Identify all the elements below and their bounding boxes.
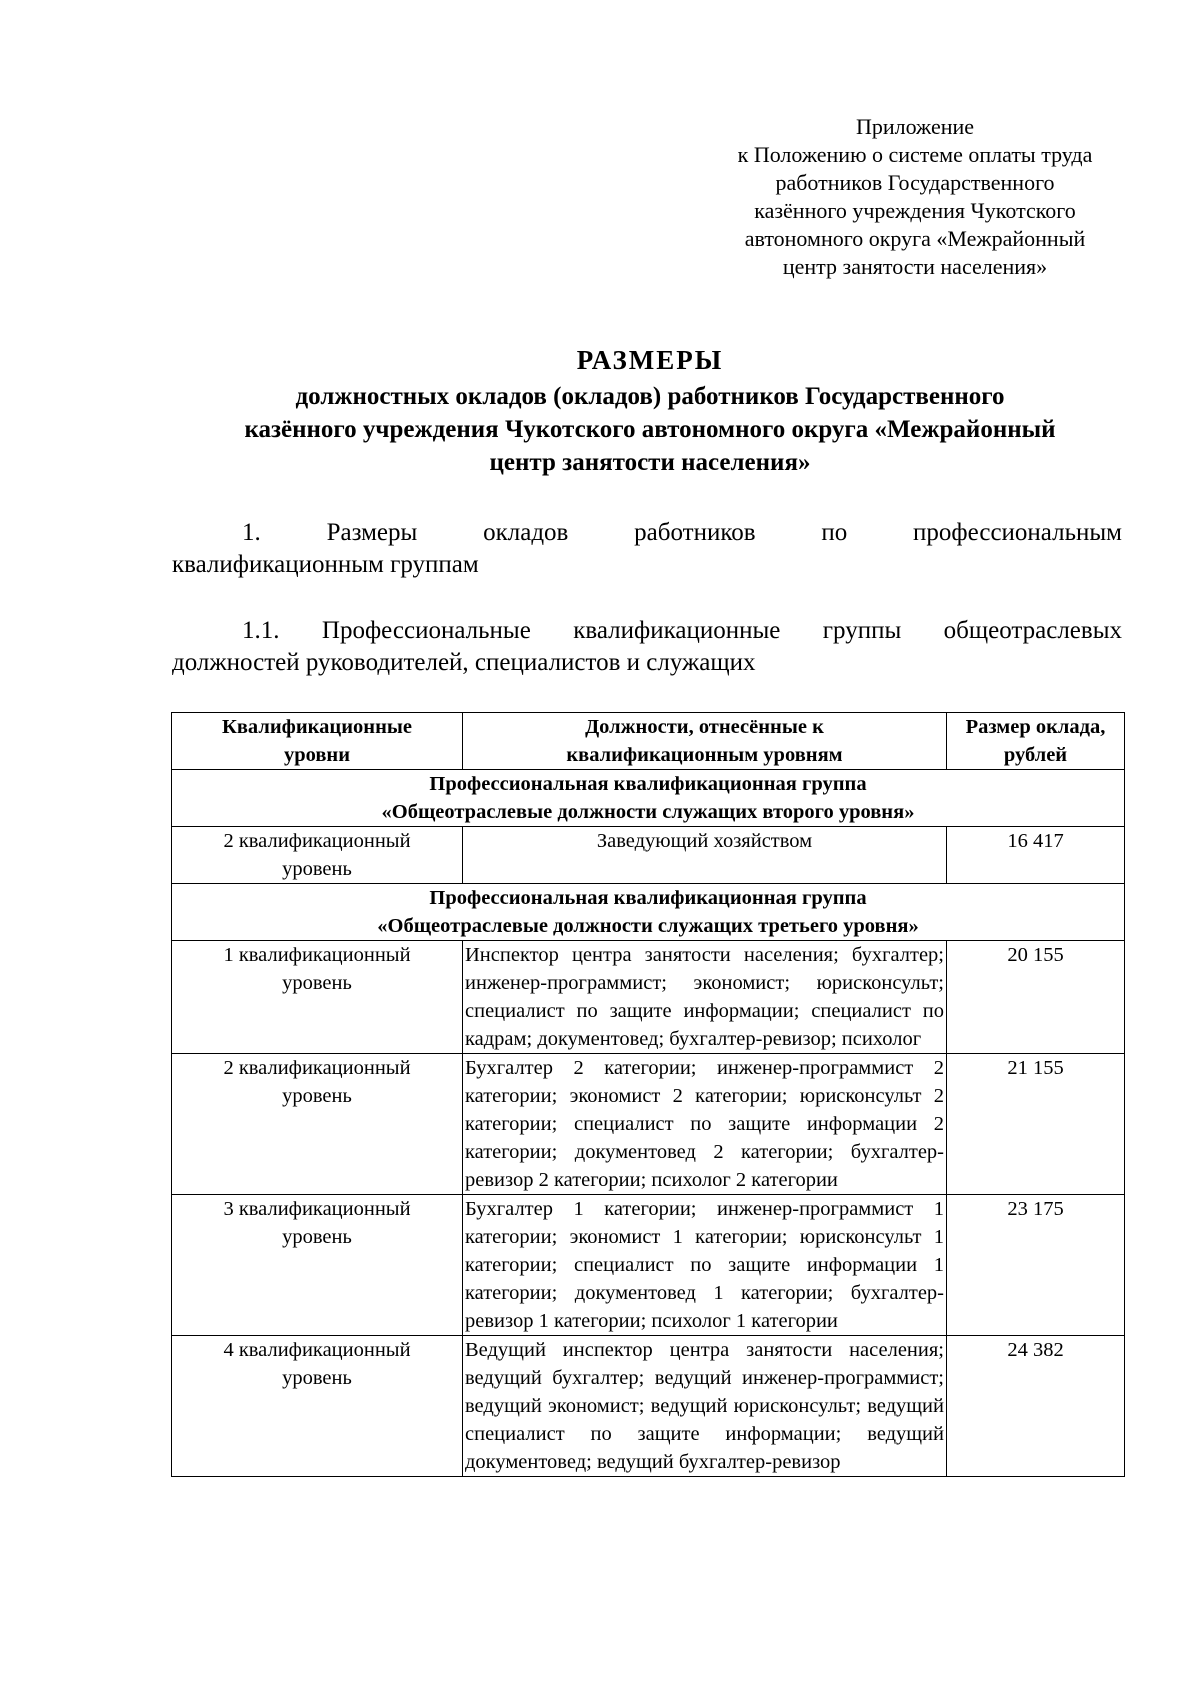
section-1-line-1: 1. Размеры окладов работников по профессиональным <box>242 519 1122 546</box>
group-title-line: «Общеотраслевые должности служащих третьего уровня» <box>377 915 919 937</box>
qualification-level <box>172 941 463 1054</box>
section-1-1-line-1: 1.1. Профессиональные квалификационные группы общеотраслевых <box>242 617 1122 644</box>
header-text: Размер оклада, <box>965 716 1106 738</box>
positions-cell: Заведующий хозяйством <box>463 827 947 884</box>
header-text: рублей <box>1003 744 1068 766</box>
title-main: РАЗМЕРЫ <box>576 345 724 375</box>
positions-cell: Бухгалтер 1 категории; инженер-программист 1 категории; экономист 1 категории; юрисконсульт 1 категории; специалист по защите информации 1 категории; документовед 1 категории; бухгалтер-ревизор 1 категории; психолог 1 категории <box>463 1195 947 1336</box>
group-title-line: Профессиональная квалификационная группа <box>429 887 867 909</box>
appendix-line: работников Государственного <box>775 170 1055 195</box>
table-row <box>172 827 1125 884</box>
qualification-level <box>172 1336 463 1477</box>
section-1-line-2: квалификационным группам <box>172 551 479 578</box>
title-sub-line: должностных окладов (окладов) работников Государственного <box>295 383 1005 410</box>
level-text: 4 квалификационный <box>223 1339 411 1361</box>
level-text: 2 квалификационный <box>223 1057 411 1079</box>
group-row <box>172 884 1125 941</box>
salary-cell: 24 382 <box>947 1336 1125 1477</box>
level-text: уровень <box>282 1367 352 1389</box>
appendix-note <box>705 113 1125 281</box>
group-title <box>172 884 1125 941</box>
salary-cell: 16 417 <box>947 827 1125 884</box>
qualification-level <box>172 1195 463 1336</box>
header-text: уровни <box>283 744 351 766</box>
salary-cell: 20 155 <box>947 941 1125 1054</box>
title-sub-line: казённого учреждения Чукотского автономного округа «Межрайонный <box>244 416 1056 443</box>
group-title-line: «Общеотраслевые должности служащих второго уровня» <box>381 801 915 823</box>
appendix-line: Приложение <box>855 114 975 139</box>
header-text: Квалификационные <box>221 716 413 738</box>
positions-cell: Инспектор центра занятости населения; бухгалтер; инженер-программист; экономист; юрисконсульт; специалист по защите информации; специалист по кадрам; документовед; бухгалтер-ревизор; психолог <box>463 941 947 1054</box>
header-levels <box>172 713 463 770</box>
positions-cell: Бухгалтер 2 категории; инженер-программист 2 категории; экономист 2 категории; юрисконсульт 2 категории; специалист по защите информации 2 категории; документовед 2 категории; бухгалтер-ревизор 2 категории; психолог 2 категории <box>463 1054 947 1195</box>
appendix-line: автономного округа «Межрайонный <box>744 226 1086 251</box>
table-row <box>172 1195 1125 1336</box>
level-text: 2 квалификационный <box>223 830 411 852</box>
appendix-line: казённого учреждения Чукотского <box>754 198 1076 223</box>
level-text: уровень <box>282 858 352 880</box>
level-text: 1 квалификационный <box>223 944 411 966</box>
salary-cell: 23 175 <box>947 1195 1125 1336</box>
appendix-line: центр занятости населения» <box>782 254 1048 279</box>
section-1-heading <box>172 517 1122 581</box>
header-text: квалификационным уровням <box>566 744 843 766</box>
qualification-level <box>172 1054 463 1195</box>
group-row <box>172 770 1125 827</box>
salary-cell: 21 155 <box>947 1054 1125 1195</box>
level-text: 3 квалификационный <box>223 1198 411 1220</box>
positions-cell: Ведущий инспектор центра занятости населения; ведущий бухгалтер; ведущий инженер-программист; ведущий экономист; ведущий юрисконсульт; ведущий специалист по защите информации; ведущий документовед; ведущий бухгалтер-ревизор <box>463 1336 947 1477</box>
group-title-line: Профессиональная квалификационная группа <box>429 773 867 795</box>
group-title <box>172 770 1125 827</box>
title-sub-line: центр занятости населения» <box>489 449 811 476</box>
level-text: уровень <box>282 972 352 994</box>
level-text: уровень <box>282 1226 352 1248</box>
table-row <box>172 1054 1125 1195</box>
header-text: Должности, отнесённые к <box>585 716 824 738</box>
table-header-row <box>172 713 1125 770</box>
appendix-line: к Положению о системе оплаты труда <box>737 142 1093 167</box>
table-row <box>172 1336 1125 1477</box>
header-positions <box>463 713 947 770</box>
document-title <box>170 340 1130 479</box>
header-salary <box>947 713 1125 770</box>
qualification-level <box>172 827 463 884</box>
table-row <box>172 941 1125 1054</box>
section-1-1-heading <box>172 615 1122 679</box>
section-1-1-line-2: должностей руководителей, специалистов и служащих <box>172 649 756 676</box>
level-text: уровень <box>282 1085 352 1107</box>
salary-table <box>171 712 1125 1477</box>
